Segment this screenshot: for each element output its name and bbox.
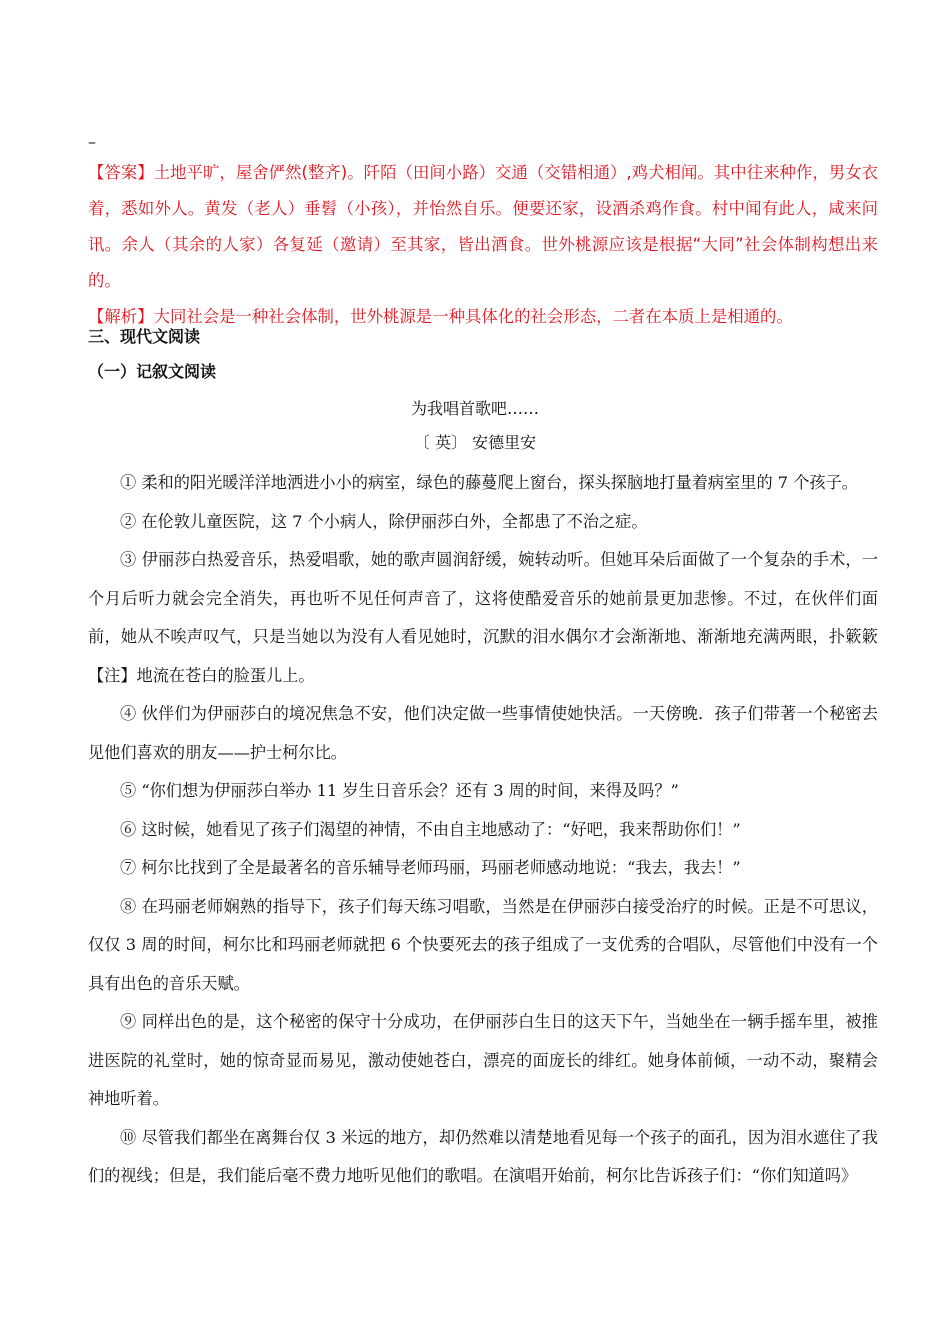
article-paragraph: ⑤ “你们想为伊丽莎白举办 11 岁生日音乐会？还有 3 周的时间，来得及吗？” (120, 781, 679, 800)
analysis-text: 大同社会是一种社会体制，世外桃源是一种具体化的社会形态，二者在本质上是相通的。 (153, 307, 793, 326)
article-paragraph: ⑦ 柯尔比找到了全是最著名的音乐辅导老师玛丽，玛丽老师感动地说：“我去，我去！” (120, 858, 741, 877)
article-paragraph: ④ 伙伴们为伊丽莎白的境况焦急不安，他们决定做一些事情使她快活。一天傍晚．孩子们带著一个秘密去见他们喜欢的朋友——护士柯尔比。 (88, 704, 878, 762)
article-paragraph: ⑨ 同样出色的是，这个秘密的保守十分成功，在伊丽莎白生日的这天下午，当她坐在一辆手摇车里，被推进医院的礼堂时，她的惊奇显而易见，激动使她苍白，漂亮的面庞长的绯红。她身体前倾，一动不动，聚精会神地听着。 (88, 1012, 878, 1108)
section-heading: 三、现代文阅读 (88, 327, 201, 346)
article-title: 为我唱首歌吧…… (410, 399, 539, 418)
article-author: 〔 英〕 安德里安 (413, 433, 537, 452)
top-mark: – (88, 132, 96, 151)
article-paragraph: ③ 伊丽莎白热爱音乐，热爱唱歌，她的歌声圆润舒缓，婉转动听。但她耳朵后面做了一个复杂的手术，一个月后听力就会完全消失，再也听不见任何声音了，这将使酷爱音乐的她前景更加悲惨。不过，在伙伴们面前，她从不唉声叹气，只是当她以为没有人看见她时，沉默的泪水偶尔才会渐渐地、渐渐地充满两眼，扑簌簌【注】地流在苍白的脸蛋儿上。 (88, 550, 878, 685)
sub-heading: （一）记叙文阅读 (88, 362, 217, 381)
article-paragraph: ⑥ 这时候，她看见了孩子们渴望的神情，不由自主地感动了：“好吧，我来帮助你们！” (120, 819, 741, 839)
article-paragraph: ① 柔和的阳光暖洋洋地洒进小小的病室，绿色的藤蔓爬上窗台，探头探脑地打量着病室里的 7 个孩子。 (120, 473, 858, 492)
analysis-label: 【解析】 (88, 307, 154, 326)
article-body (88, 464, 878, 1196)
answer-paragraph (88, 155, 878, 299)
answer-block (88, 155, 878, 335)
analysis-paragraph (88, 299, 878, 335)
article-paragraph: ⑧ 在玛丽老师娴熟的指导下，孩子们每天练习唱歌，当然是在伊丽莎白接受治疗的时候。正是不可思议，仅仅 3 周的时间，柯尔比和玛丽老师就把 6 个快要死去的孩子组成了一支优秀的合唱队，尽管他们中没有一个具有出色的音乐天赋。 (88, 896, 878, 993)
article-paragraph: ② 在伦敦儿童医院，这 7 个小病人，除伊丽莎白外，全都患了不治之症。 (120, 511, 648, 531)
answer-text: 土地平旷，屋舍俨然(整齐)。阡陌（田间小路）交通（交错相通）,鸡犬相闻。其中往来种作，男女衣着，悉如外人。黄发（老人）垂髫（小孩），并怡然自乐。便要还家，设酒杀鸡作食。村中闻有此人，咸来问讯。余人（其余的人家）各复延（邀请）至其家，皆出酒食。世外桃源应该是根据“大同”社会体制构想出来的。 (88, 163, 879, 290)
article-paragraph: ⑩ 尽管我们都坐在离舞台仅 3 米远的地方，却仍然难以清楚地看见每一个孩子的面孔，因为泪水遮住了我们的视线；但是，我们能后毫不费力地听见他们的歌唱。在演唱开始前，柯尔比告诉孩子们：“你们知道吗》 (88, 1127, 878, 1185)
answer-label: 【答案】 (88, 163, 154, 182)
